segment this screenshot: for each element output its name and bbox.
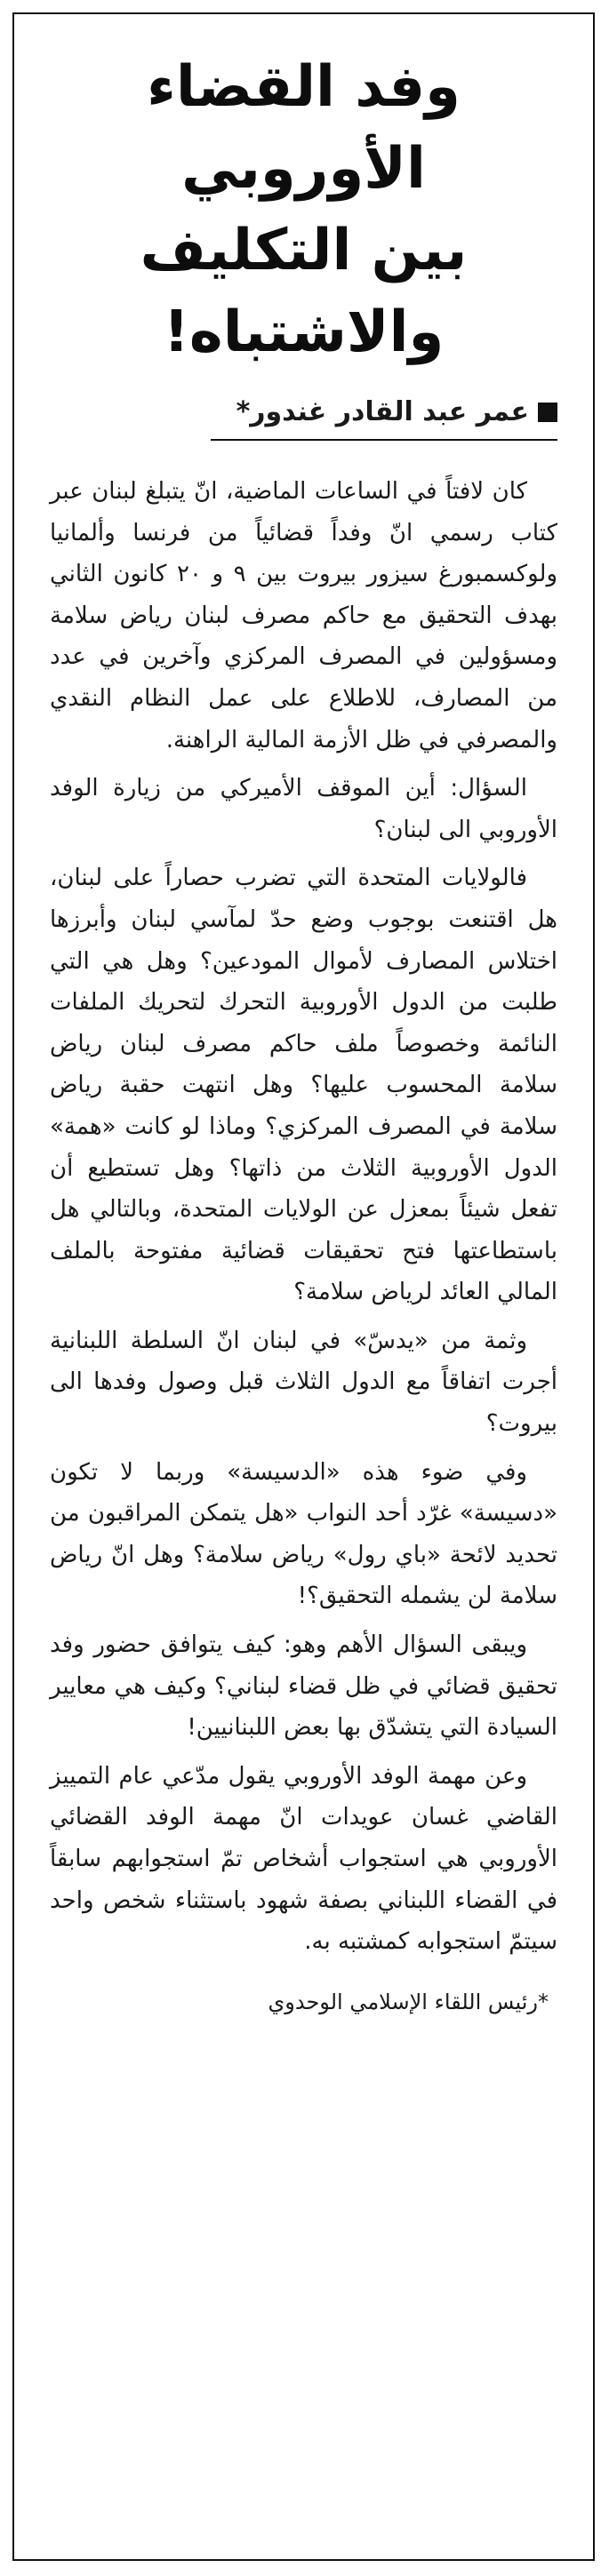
author-footnote: *رئيس اللقاء الإسلامي الوحدوي bbox=[268, 1989, 549, 2014]
paragraph-1: كان لافتاً في الساعات الماضية، انّ يتبلغ لبنان عبر كتاب رسمي انّ وفداً قضائياً من فرنسا وألمانيا ولوكسمبورغ سيزور بيروت بين ٩ و ٢٠ كانون الثاني بهدف التحقيق مع حاكم مصرف لبنان رياض سلامة ومسؤولين في المصرف المركزي وآخرين في عدد من المصارف، للاطلاع على عمل النظام النقدي والمصرفي في ظل الأزمة المالية الراهنة. bbox=[50, 478, 558, 754]
author-name: عمر عبد القادر غندور* bbox=[236, 396, 529, 427]
paragraph-5: وفي ضوء هذه «الدسيسة» وربما لا تكون «دسيسة» غرّد أحد النواب «هل يتمكن المراقبون من تحديد لائحة «باي رول» رياض سلامة؟ وهل انّ رياض سلامة لن يشمله التحقيق؟! bbox=[50, 1458, 557, 1610]
paragraph-4: وثمة من «يدسّ» في لبنان انّ السلطة اللبنانية أجرت اتفاقاً مع الدول الثلاث قبل وصول وفدها الى بيروت؟ bbox=[50, 1327, 557, 1438]
newspaper-article bbox=[12, 12, 595, 2561]
paragraph-6: ويبقى السؤال الأهم وهو: كيف يتوافق حضور وفد تحقيق قضائي في ظل قضاء لبناني؟ وكيف هي معايير السيادة التي يتشدّق بها بعض اللبنانيين! bbox=[50, 1631, 557, 1742]
paragraph-2: السؤال: أين الموقف الأميركي من زيارة الوفد الأوروبي الى لبنان؟ bbox=[50, 775, 557, 843]
bullet-square-icon bbox=[538, 403, 557, 422]
article-body bbox=[50, 471, 557, 1963]
headline-line-2: بين التكليف والاشتباه! bbox=[140, 218, 468, 365]
author-byline bbox=[211, 393, 557, 441]
paragraph-7: وعن مهمة الوفد الأوروبي يقول مدّعي عام التمييز القاضي غسان عويدات انّ مهمة الوفد القضائي الأوروبي هي استجواب أشخاص تمّ استجوابهم سابقاً في القضاء اللبناني بصفة شهود باستثناء شخص واحد سيتمّ استجوابه كمشتبه به. bbox=[50, 1762, 557, 1956]
article-headline bbox=[50, 46, 557, 373]
headline-line-1: وفد القضاء الأوروبي bbox=[147, 54, 461, 202]
paragraph-3: فالولايات المتحدة التي تضرب حصاراً على لبنان، هل اقتنعت بوجوب وضع حدّ لمآسي لبنان وأبرزها اختلاس المصارف لأموال المودعين؟ وهل هي التي طلبت من الدول الأوروبية التحرك لتحريك الملفات النائمة وخصوصاً ملف حاكم مصرف لبنان رياض سلامة المحسوب عليها؟ وهل انتهت حقبة رياض سلامة في المصرف المركزي؟ وماذا لو كانت «همة» الدول الأوروبية الثلاث من ذاتها؟ وهل تستطيع أن تفعل شيئاً بمعزل عن الولايات المتحدة، وبالتالي هل باستطاعتها فتح تحقيقات قضائية مفتوحة بالملف المالي العائد لرياض سلامة؟ bbox=[50, 865, 557, 1306]
